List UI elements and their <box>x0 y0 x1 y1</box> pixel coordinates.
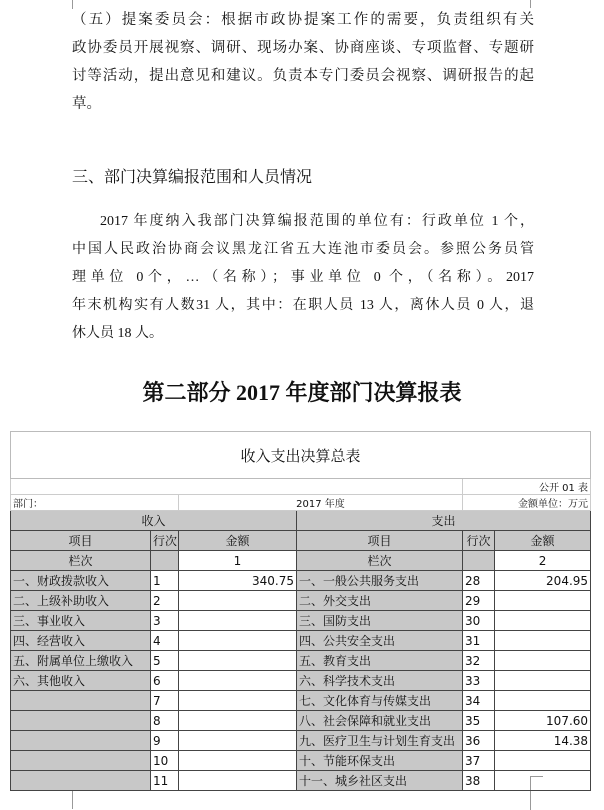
income-row-no: 8 <box>151 711 179 731</box>
paragraph-line: 讨等活动，提出意见和建议。负责本专门委员会视察、调研报告的起 <box>72 68 534 84</box>
income-amount <box>179 671 297 691</box>
income-row-no: 5 <box>151 651 179 671</box>
expense-amount <box>495 691 591 711</box>
income-row-no: 4 <box>151 631 179 651</box>
expense-amount: 107.60 <box>495 711 591 731</box>
expense-amount: 204.95 <box>495 571 591 591</box>
part-title: 第二部分 2017 年度部门决算报表 <box>142 380 462 405</box>
income-header: 收入 <box>11 511 297 531</box>
paragraph-proposal-committee <box>72 6 534 118</box>
col-lanci: 栏次 <box>11 551 151 571</box>
expense-item: 五、教育支出 <box>297 651 463 671</box>
paragraph-line: 年末机构实有人数31 人，其中：在职人员 13 人，离休人员 0 人，退 <box>72 298 534 313</box>
paragraph-line: 2017 年度纳入我部门决算编报范围的单位有：行政单位 1 个， <box>100 214 534 229</box>
col-item: 项目 <box>11 531 151 551</box>
income-item <box>11 751 151 771</box>
income-amount <box>179 711 297 731</box>
table-row <box>11 631 591 651</box>
table-row <box>11 571 591 591</box>
section-heading: 三、部门决算编报范围和人员情况 <box>72 167 313 186</box>
income-item <box>11 711 151 731</box>
expense-item: 九、医疗卫生与计划生育支出 <box>297 731 463 751</box>
table-row <box>11 691 591 711</box>
table-row <box>11 671 591 691</box>
col-amount: 金额 <box>179 531 297 551</box>
income-row-no: 3 <box>151 611 179 631</box>
table-title: 收入支出决算总表 <box>11 432 591 479</box>
income-item: 一、财政拨款收入 <box>11 571 151 591</box>
expense-row-no: 34 <box>463 691 495 711</box>
form-code: 公开 01 表 <box>463 479 591 495</box>
paragraph-line: （五）提案委员会：根据市政协提案工作的需要，负责组织有关 <box>72 12 534 28</box>
income-row-no: 7 <box>151 691 179 711</box>
expense-item: 三、国防支出 <box>297 611 463 631</box>
income-amount <box>179 631 297 651</box>
expense-amount <box>495 651 591 671</box>
income-row-no: 1 <box>151 571 179 591</box>
expense-row-no: 35 <box>463 711 495 731</box>
income-amount <box>179 591 297 611</box>
expense-item: 八、社会保障和就业支出 <box>297 711 463 731</box>
expense-header: 支出 <box>297 511 591 531</box>
unit-label: 金额单位：万元 <box>463 495 591 511</box>
income-col-no: 1 <box>179 551 297 571</box>
table-row <box>11 651 591 671</box>
expense-row-no: 28 <box>463 571 495 591</box>
income-expense-table <box>10 431 591 791</box>
expense-col-no: 2 <box>495 551 591 571</box>
expense-amount <box>495 751 591 771</box>
col-row: 行次 <box>463 531 495 551</box>
expense-row-no: 30 <box>463 611 495 631</box>
income-item: 四、经营收入 <box>11 631 151 651</box>
income-row-no: 10 <box>151 751 179 771</box>
income-amount <box>179 651 297 671</box>
expense-item: 六、科学技术支出 <box>297 671 463 691</box>
table-row <box>11 731 591 751</box>
expense-item: 二、外交支出 <box>297 591 463 611</box>
dept-label: 部门： <box>11 495 179 511</box>
income-item: 三、事业收入 <box>11 611 151 631</box>
paragraph-line: 理单位 0个，…（名称）；事业单位 0 个，（名称）。2017 <box>72 270 534 285</box>
income-row-no: 6 <box>151 671 179 691</box>
expense-amount <box>495 591 591 611</box>
income-amount <box>179 771 297 791</box>
paragraph-line: 中国人民政治协商会议黑龙江省五大连池市委员会。参照公务员管 <box>72 242 534 257</box>
expense-amount <box>495 671 591 691</box>
expense-row-no: 37 <box>463 751 495 771</box>
expense-amount <box>495 611 591 631</box>
income-item <box>11 731 151 751</box>
expense-row-no: 31 <box>463 631 495 651</box>
paragraph-line: 草。 <box>72 96 101 112</box>
expense-item: 四、公共安全支出 <box>297 631 463 651</box>
paragraph-line: 政协委员开展视察、调研、现场办案、协商座谈、专项监督、专题研 <box>72 40 534 56</box>
paragraph-line: 休人员 18 人。 <box>72 326 163 341</box>
col-row: 行次 <box>151 531 179 551</box>
table-row <box>11 751 591 771</box>
income-item <box>11 691 151 711</box>
income-row-no: 9 <box>151 731 179 751</box>
expense-amount: 14.38 <box>495 731 591 751</box>
col-item: 项目 <box>297 531 463 551</box>
income-amount: 340.75 <box>179 571 297 591</box>
expense-row-no: 38 <box>463 771 495 791</box>
expense-item: 一、一般公共服务支出 <box>297 571 463 591</box>
income-amount <box>179 731 297 751</box>
expense-row-no: 32 <box>463 651 495 671</box>
income-amount <box>179 691 297 711</box>
expense-amount <box>495 631 591 651</box>
income-row-no: 11 <box>151 771 179 791</box>
expense-row-no: 33 <box>463 671 495 691</box>
table-row <box>11 591 591 611</box>
year-label: 2017 年度 <box>179 495 463 511</box>
expense-amount <box>495 771 591 791</box>
income-item: 五、附属单位上缴收入 <box>11 651 151 671</box>
col-lanci: 栏次 <box>297 551 463 571</box>
income-item: 六、其他收入 <box>11 671 151 691</box>
expense-row-no: 36 <box>463 731 495 751</box>
table-row <box>11 611 591 631</box>
expense-item: 十一、城乡社区支出 <box>297 771 463 791</box>
table-row <box>11 711 591 731</box>
income-row-no: 2 <box>151 591 179 611</box>
expense-item: 十、节能环保支出 <box>297 751 463 771</box>
expense-row-no: 29 <box>463 591 495 611</box>
income-amount <box>179 751 297 771</box>
table-row <box>11 771 591 791</box>
income-amount <box>179 611 297 631</box>
paragraph-scope <box>72 208 534 348</box>
income-item: 二、上级补助收入 <box>11 591 151 611</box>
col-amount: 金额 <box>495 531 591 551</box>
income-item <box>11 771 151 791</box>
expense-item: 七、文化体育与传媒支出 <box>297 691 463 711</box>
